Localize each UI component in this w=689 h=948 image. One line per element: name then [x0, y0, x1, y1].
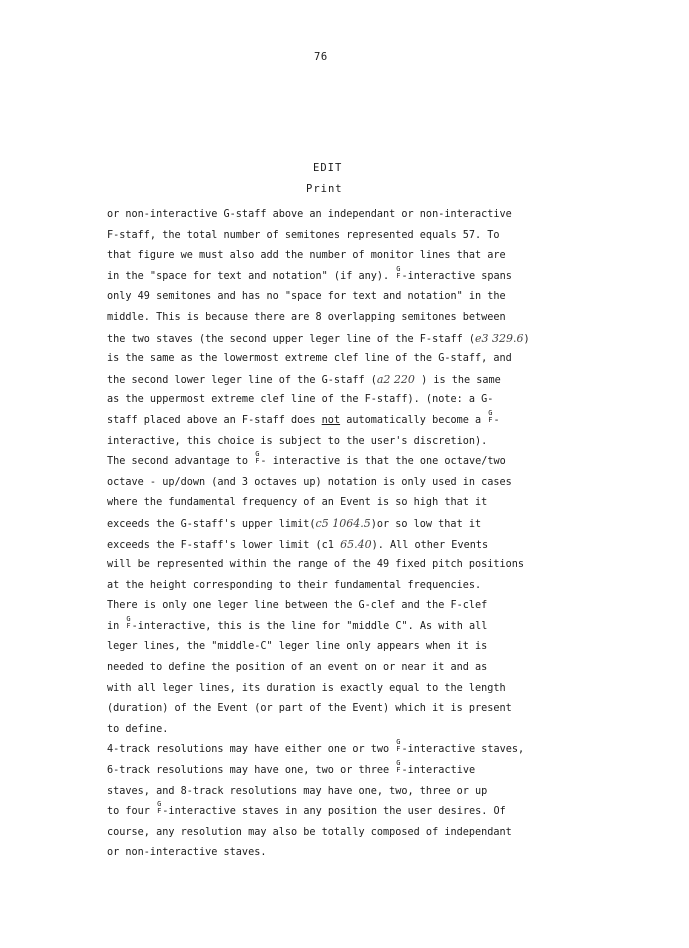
text-run: 6-track resolutions may have one, two or three	[107, 765, 396, 777]
text-run: course, any resolution may also be totally composed of independant	[107, 826, 512, 838]
text-line	[107, 576, 577, 597]
text-run: 4-track resolutions may have either one or two	[107, 744, 396, 756]
text-run: )or so low that it	[370, 518, 482, 530]
text-line	[107, 329, 577, 350]
text-line	[107, 720, 577, 741]
handwritten-annotation: c5 1064.5	[315, 516, 371, 530]
text-line	[107, 308, 577, 329]
text-line	[107, 679, 577, 700]
text-line	[107, 802, 577, 823]
text-run: at the height corresponding to their fundamental frequencies.	[107, 579, 482, 591]
text-run: (duration) of the Event (or part of the Event) which it is present	[107, 703, 512, 715]
clef-bottom-letter: F	[396, 271, 401, 280]
text-line	[107, 349, 577, 370]
clef-top-letter: G	[126, 614, 131, 623]
text-run: exceeds the F-staff's lower limit (c1	[107, 539, 341, 551]
text-run: -interactive staves in any position the user desires. Of	[162, 806, 506, 818]
stacked-clef-label	[396, 739, 400, 753]
clef-bottom-letter: F	[157, 807, 162, 816]
text-line	[107, 408, 577, 432]
text-line	[107, 452, 577, 473]
handwritten-annotation: e3 329.6	[475, 331, 524, 345]
text-run: F-staff, the total number of semitones represented equals 57. To	[107, 229, 500, 241]
text-run: There is only one leger line between the G-clef and the F-clef	[107, 600, 488, 612]
stacked-clef-label	[488, 410, 492, 424]
text-run: -interactive staves,	[401, 744, 525, 756]
text-run: -	[493, 414, 500, 426]
text-line	[107, 473, 577, 494]
text-run: middle. This is because there are 8 overlapping semitones between	[107, 311, 506, 323]
text-line	[107, 370, 577, 391]
stacked-clef-label	[157, 801, 161, 815]
text-line	[107, 226, 577, 247]
text-line	[107, 823, 577, 844]
clef-top-letter: G	[157, 800, 162, 809]
text-line	[107, 535, 577, 556]
clef-top-letter: G	[396, 759, 401, 768]
page-number: 76	[314, 51, 328, 63]
text-line	[107, 555, 577, 576]
stacked-clef-label	[396, 266, 400, 280]
text-run: with all leger lines, its duration is exactly equal to the length	[107, 682, 506, 694]
stacked-clef-label	[396, 760, 400, 774]
text-line	[107, 761, 577, 782]
text-run: octave - up/down (and 3 octaves up) notation is only used in cases	[107, 476, 512, 488]
clef-top-letter: G	[396, 738, 401, 747]
clef-bottom-letter: F	[396, 745, 401, 754]
text-run: leger lines, the "middle-C" leger line only appears when it is	[107, 641, 488, 653]
text-line	[107, 699, 577, 720]
text-run: ) is the same	[414, 374, 501, 386]
text-run: to four	[107, 806, 157, 818]
clef-bottom-letter: F	[255, 457, 260, 466]
clef-bottom-letter: F	[488, 415, 493, 424]
stacked-clef-label	[126, 616, 130, 630]
text-line	[107, 432, 577, 453]
text-line	[107, 596, 577, 617]
clef-top-letter: G	[396, 264, 401, 273]
text-line	[107, 493, 577, 514]
text-line	[107, 614, 577, 638]
text-run: -interactive	[401, 765, 476, 777]
text-run: in the "space for text and notation" (if any).	[107, 270, 396, 282]
text-run: )	[523, 333, 530, 345]
text-line	[107, 287, 577, 308]
underlined-word: not	[321, 414, 341, 426]
text-run: is the same as the lowermost extreme clef line of the G-staff, and	[107, 353, 512, 365]
clef-bottom-letter: F	[396, 766, 401, 775]
text-run: or non-interactive staves.	[107, 847, 267, 859]
clef-top-letter: G	[255, 450, 260, 459]
text-run: ). All other Events	[371, 539, 489, 551]
section-heading: EDIT	[313, 162, 343, 174]
text-run: staff placed above an F-staff does	[107, 414, 322, 426]
text-run: only 49 semitones and has no "space for text and notation" in the	[107, 291, 506, 303]
text-run: -interactive spans	[401, 270, 512, 282]
text-run: the two staves (the second upper leger line of the F-staff (	[107, 333, 476, 345]
text-run: the second lower leger line of the G-staff (	[107, 374, 377, 386]
text-run: - interactive is that the one octave/two	[260, 456, 506, 468]
text-run: as the uppermost extreme clef line of the F-staff). (note: a G-	[107, 394, 494, 406]
text-run: exceeds the G-staff's upper limit(	[107, 518, 316, 530]
text-line	[107, 740, 577, 761]
text-line	[107, 782, 577, 803]
text-run: to define.	[107, 723, 169, 735]
text-run: where the fundamental frequency of an Event is so high that it	[107, 497, 488, 509]
text-run: The second advantage to	[107, 456, 255, 468]
text-run: automatically become a	[340, 414, 488, 426]
clef-top-letter: G	[488, 408, 493, 417]
text-line	[107, 514, 577, 535]
text-run: or non-interactive G-staff above an independant or non-interactive	[107, 209, 512, 220]
stacked-clef-label	[255, 451, 259, 465]
text-run: interactive, this choice is subject to the user's discretion).	[107, 435, 488, 447]
text-line	[107, 390, 577, 411]
handwritten-annotation: a2 220	[376, 372, 415, 386]
handwritten-annotation: 65.40	[340, 537, 372, 551]
text-run: needed to define the position of an event on or near it and as	[107, 662, 488, 674]
text-line	[107, 205, 577, 226]
section-subheading: Print	[306, 183, 343, 195]
text-line	[107, 843, 577, 864]
body-text	[107, 205, 577, 864]
text-line	[107, 637, 577, 658]
text-line	[107, 246, 577, 267]
text-run: -interactive, this is the line for "middle C". As with all	[131, 620, 488, 632]
text-run: in	[107, 620, 126, 632]
text-run: staves, and 8-track resolutions may have one, two, three or up	[107, 785, 488, 797]
text-line	[107, 264, 577, 288]
text-run: that figure we must also add the number of monitor lines that are	[107, 250, 506, 262]
text-run: will be represented within the range of the 49 fixed pitch positions	[107, 559, 525, 571]
clef-bottom-letter: F	[126, 621, 131, 630]
text-line	[107, 658, 577, 679]
